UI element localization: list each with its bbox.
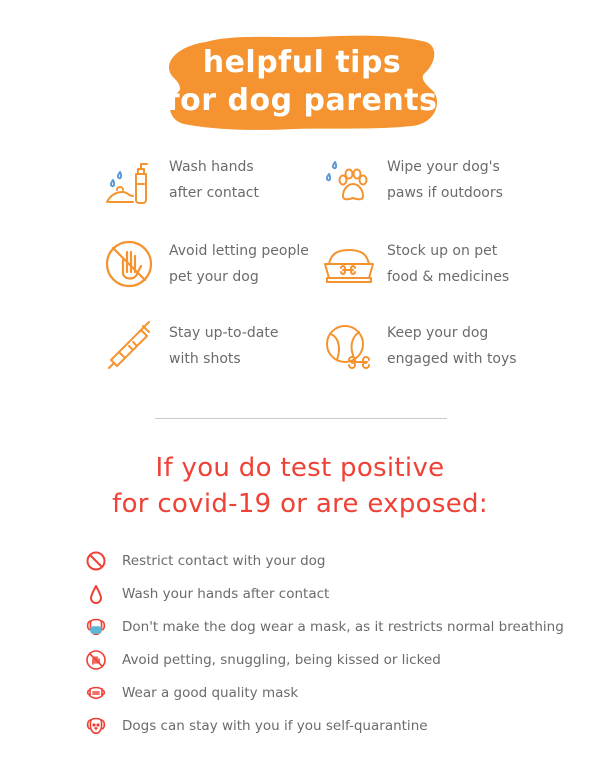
list-item-text: Restrict contact with your dog	[122, 553, 326, 569]
tip-line-2: food & medicines	[387, 269, 510, 285]
header-line-2: for dog parents	[166, 83, 438, 118]
header-line-1: helpful tips	[202, 45, 402, 80]
list-item-text: Wash your hands after contact	[122, 586, 330, 602]
section-divider	[155, 418, 447, 419]
list-item	[85, 715, 428, 737]
list-item-text: Dogs can stay with you if you self-quarantine	[122, 718, 428, 734]
food-bowl-icon	[321, 236, 377, 292]
tip-stock-up	[321, 236, 509, 292]
covid-title	[0, 450, 600, 522]
list-item	[85, 649, 441, 671]
no-petting-icon	[85, 649, 107, 671]
tip-line-2: paws if outdoors	[387, 185, 503, 201]
tip-line-1: Avoid letting people	[169, 243, 309, 259]
list-item	[85, 682, 298, 704]
dog-face-icon	[85, 715, 107, 737]
tip-toys	[321, 318, 517, 374]
tip-avoid-petting	[103, 236, 309, 292]
soap-hands-icon	[103, 152, 159, 208]
tip-line-2: after contact	[169, 185, 259, 201]
tip-line-1: Wipe your dog's	[387, 159, 500, 175]
tip-wash-hands	[103, 152, 259, 208]
list-item-text: Don't make the dog wear a mask, as it restricts normal breathing	[122, 619, 564, 635]
list-item	[85, 616, 564, 638]
prohibited-icon	[85, 550, 107, 572]
tip-line-2: pet your dog	[169, 269, 259, 285]
list-item	[85, 550, 326, 572]
tip-line-1: Wash hands	[169, 159, 254, 175]
tip-line-2: with shots	[169, 351, 241, 367]
paw-water-icon	[321, 152, 377, 208]
tip-line-1: Stay up-to-date	[169, 325, 279, 341]
tip-line-1: Stock up on pet	[387, 243, 498, 259]
header-banner	[164, 32, 440, 132]
list-item-text: Wear a good quality mask	[122, 685, 299, 701]
covid-title-line-1: If you do test positive	[155, 453, 445, 483]
covid-title-line-2: for covid-19 or are exposed:	[112, 489, 488, 519]
list-item-text: Avoid petting, snuggling, being kissed or licked	[122, 652, 441, 668]
no-hand-icon	[103, 236, 159, 292]
syringe-icon	[103, 318, 159, 374]
list-item	[85, 583, 329, 605]
tip-line-2: engaged with toys	[387, 351, 517, 367]
tip-line-1: Keep your dog	[387, 325, 489, 341]
tip-wipe-paws	[321, 152, 503, 208]
dog-mask-icon	[85, 616, 107, 638]
face-mask-icon	[85, 682, 107, 704]
tip-shots	[103, 318, 278, 374]
water-drop-icon	[85, 583, 107, 605]
ball-bone-icon	[321, 318, 377, 374]
